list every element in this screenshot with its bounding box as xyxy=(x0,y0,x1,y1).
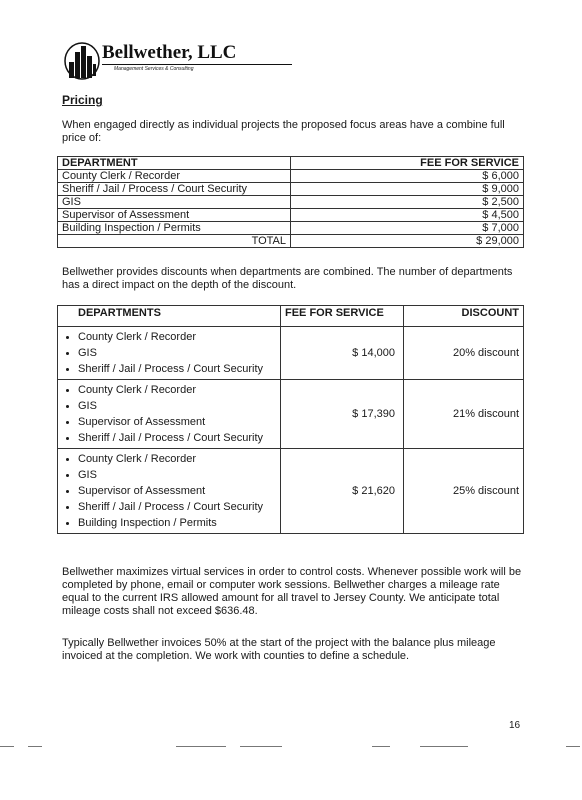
page-number: 16 xyxy=(509,720,521,731)
scan-artifact-line xyxy=(28,746,42,747)
table-row xyxy=(58,209,524,222)
fee-cell: $ 14,000 xyxy=(281,327,404,380)
departments-cell xyxy=(58,449,281,534)
department-cell: County Clerk / Recorder xyxy=(58,170,291,183)
table-row xyxy=(58,196,524,209)
fee-cell: $ 4,500 xyxy=(291,209,524,222)
list-item: • County Clerk / Recorder xyxy=(78,451,276,467)
fee-cell: $ 21,620 xyxy=(281,449,404,534)
discount-cell: 21% discount xyxy=(404,380,524,449)
discount-table-header xyxy=(58,306,524,327)
discount-table xyxy=(57,305,524,534)
department-list xyxy=(62,382,276,446)
discount-cell: 20% discount xyxy=(404,327,524,380)
list-item: • County Clerk / Recorder xyxy=(78,382,276,398)
scan-artifact-line xyxy=(0,746,14,747)
section-heading: Pricing xyxy=(62,93,103,107)
virtual-services-paragraph: Bellwether maximizes virtual services in order to control costs. Whenever possible work will be completed by phone, email or computer work sessions. Bellwether charges a mileage rate equal to the current IRS allowed amount for all travel to Jersey County. We anticipate total mileage costs shall not exceed $636.48. xyxy=(62,566,522,617)
fee-table-header xyxy=(58,157,524,170)
bell-tower-icon xyxy=(62,40,102,82)
total-label: TOTAL xyxy=(58,235,291,248)
fee-header: FEE FOR SERVICE xyxy=(281,306,404,327)
departments-header: DEPARTMENTS xyxy=(58,306,281,327)
scan-artifact-line xyxy=(372,746,390,747)
company-name: Bellwether, LLC xyxy=(102,42,237,63)
list-item: • Sheriff / Jail / Process / Court Security xyxy=(78,361,276,377)
table-row xyxy=(58,222,524,235)
scan-artifact-line xyxy=(240,746,282,747)
list-item: • Sheriff / Jail / Process / Court Security xyxy=(78,430,276,446)
list-item: • GIS xyxy=(78,467,276,483)
fee-cell: $ 9,000 xyxy=(291,183,524,196)
department-cell: GIS xyxy=(58,196,291,209)
company-logo xyxy=(62,40,262,82)
total-row xyxy=(58,235,524,248)
list-item: • GIS xyxy=(78,398,276,414)
table-row xyxy=(58,380,524,449)
fee-table xyxy=(57,156,524,248)
list-item: • Supervisor of Assessment xyxy=(78,414,276,430)
fee-cell: $ 2,500 xyxy=(291,196,524,209)
list-item: • County Clerk / Recorder xyxy=(78,329,276,345)
department-list xyxy=(62,329,276,377)
invoicing-paragraph: Typically Bellwether invoices 50% at the start of the project with the balance plus mileage invoiced at the completion. We work with counties to define a schedule. xyxy=(62,637,496,662)
departments-cell xyxy=(58,327,281,380)
list-item: • Sheriff / Jail / Process / Court Security xyxy=(78,499,276,515)
company-tagline: Management Services & Consulting xyxy=(114,66,194,72)
intro-paragraph: When engaged directly as individual projects the proposed focus areas have a combine full price of: xyxy=(62,119,505,144)
fee-cell: $ 17,390 xyxy=(281,380,404,449)
departments-cell xyxy=(58,380,281,449)
list-item: • Building Inspection / Permits xyxy=(78,515,276,531)
department-list xyxy=(62,451,276,531)
scan-artifact-line xyxy=(566,746,580,747)
discounts-paragraph: Bellwether provides discounts when departments are combined. The number of departments has a direct impact on the depth of the discount. xyxy=(62,266,513,291)
table-row xyxy=(58,449,524,534)
list-item: • Supervisor of Assessment xyxy=(78,483,276,499)
logo-divider xyxy=(102,64,292,65)
fee-cell: $ 7,000 xyxy=(291,222,524,235)
department-header: DEPARTMENT xyxy=(58,157,291,170)
department-cell: Building Inspection / Permits xyxy=(58,222,291,235)
discount-header: DISCOUNT xyxy=(404,306,524,327)
department-cell: Supervisor of Assessment xyxy=(58,209,291,222)
list-item: • GIS xyxy=(78,345,276,361)
fee-header: FEE FOR SERVICE xyxy=(291,157,524,170)
scan-artifact-line xyxy=(420,746,468,747)
table-row xyxy=(58,183,524,196)
discount-cell: 25% discount xyxy=(404,449,524,534)
department-cell: Sheriff / Jail / Process / Court Security xyxy=(58,183,291,196)
scan-artifact-line xyxy=(176,746,226,747)
total-fee: $ 29,000 xyxy=(291,235,524,248)
table-row xyxy=(58,170,524,183)
table-row xyxy=(58,327,524,380)
fee-cell: $ 6,000 xyxy=(291,170,524,183)
